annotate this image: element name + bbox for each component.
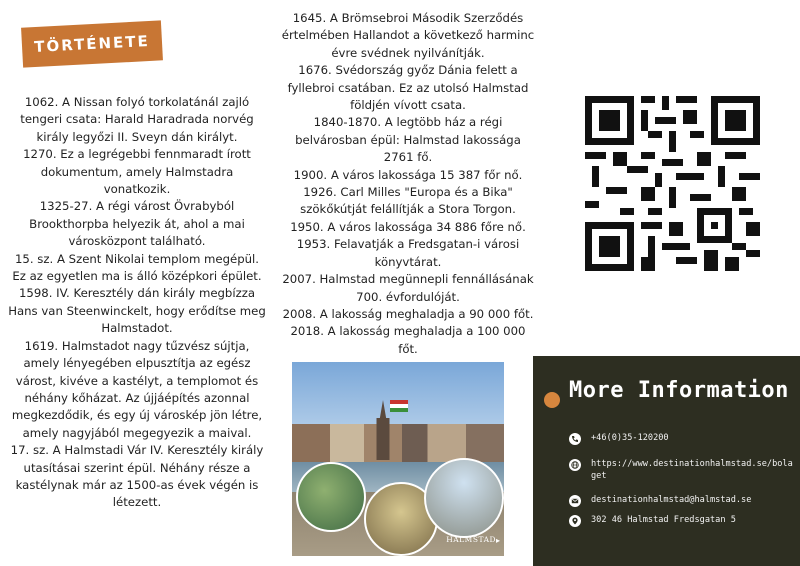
phone-icon bbox=[569, 433, 581, 445]
history-entry: 2018. A lakosság meghaladja a 100 000 főt. bbox=[290, 324, 526, 356]
photo-caption: HALMSTAD bbox=[446, 535, 496, 544]
email-address[interactable]: destinationhalmstad@halmstad.se bbox=[591, 495, 752, 505]
history-entry: 1953. Felavatják a Fredsgatan-i városi könyvtárat. bbox=[296, 237, 520, 269]
mail-icon bbox=[569, 495, 581, 507]
history-entry: 15. sz. A Szent Nikolai templom megépül. Ez az egyetlen ma is álló középkori épület. bbox=[12, 251, 262, 284]
photo-inset-square bbox=[424, 458, 504, 538]
more-information-title: More Information bbox=[569, 378, 789, 403]
website-row[interactable] bbox=[569, 458, 796, 482]
history-entry: 17. sz. A Halmstadi Vár IV. Keresztély király utasításai szerint épül. Néhány része a kastélynak már az 1500-as évek végén is létezett. bbox=[10, 443, 264, 510]
history-entry: 1325-27. A régi várost Övrabyból Brookthorpba helyezik át, ahol a mai városközpont található. bbox=[29, 199, 245, 249]
hungarian-flag-icon bbox=[390, 400, 408, 412]
location-pin-icon bbox=[569, 515, 581, 527]
history-entry: 2007. Halmstad megünnepli fennállásának 700. évfordulóját. bbox=[282, 272, 534, 304]
history-column-middle bbox=[281, 10, 535, 358]
history-entry: 1900. A város lakossága 15 387 főr nő. bbox=[293, 167, 523, 182]
address-row bbox=[569, 514, 796, 527]
history-entry: 1062. A Nissan folyó torkolatánál zajló tengeri csata: Harald Haradrada norvég király legyőzi II. Sveyn dán királyt. bbox=[20, 95, 254, 144]
accent-dot bbox=[544, 392, 560, 408]
halmstad-photo-collage bbox=[292, 362, 504, 556]
street-address: 302 46 Halmstad Fredsgatan 5 bbox=[591, 515, 736, 525]
history-entry: 1645. A Brömsebroi Második Szerződés értelmében Hallandot a következő harminc évre svédnek nyilvánítják. bbox=[281, 11, 535, 60]
history-entry: 1950. A város lakossága 34 886 főre nő. bbox=[290, 219, 526, 234]
history-heading-banner bbox=[21, 20, 163, 67]
history-entry: 1926. Carl Milles "Europa és a Bika" szökőkútját felállítják a Stora Torgon. bbox=[300, 185, 516, 217]
website-link[interactable]: https://www.destinationhalmstad.se/bolaget bbox=[591, 459, 793, 481]
globe-icon bbox=[569, 459, 581, 471]
photo-inset-statue bbox=[296, 462, 366, 532]
history-entry: 1270. Ez a legrégebbi fennmaradt írott dokumentum, amely Halmstadra vonatkozik. bbox=[23, 147, 251, 197]
history-entry: 1598. IV. Keresztély dán király megbízza Hans van Steenwinckelt, hogy erődítse meg Halmstadot. bbox=[8, 286, 266, 336]
history-heading: TÖRTÉNETE bbox=[33, 31, 151, 57]
caption-arrow-icon: ▸ bbox=[495, 536, 500, 545]
history-entry: 2008. A lakosság meghaladja a 90 000 főt. bbox=[282, 306, 534, 321]
email-row[interactable] bbox=[569, 494, 796, 507]
history-column-left bbox=[8, 94, 266, 512]
qr-code[interactable] bbox=[585, 96, 760, 271]
phone-number[interactable]: +46(0)35-120200 bbox=[591, 433, 669, 443]
history-entry: 1619. Halmstadot nagy tűzvész sújtja, amely lényegében elpusztítja az egész várost, kivéve a kastélyt, a templomot és néhány kőházat. Az újjáépítés azonnal megkezdődik, és egy új városkép jön létre, amely nagyjából megegyezik a maival. bbox=[11, 338, 263, 440]
history-entry: 1676. Svédország győz Dánia felett a fyllebroi csatában. Ez az utolsó Halmstad földjén vívott csata. bbox=[287, 63, 529, 113]
more-information-panel bbox=[533, 356, 800, 566]
phone-row[interactable] bbox=[569, 432, 796, 445]
history-entry: 1840-1870. A legtöbb ház a régi belvárosban épül: Halmstad lakossága 2761 fő. bbox=[295, 115, 521, 165]
